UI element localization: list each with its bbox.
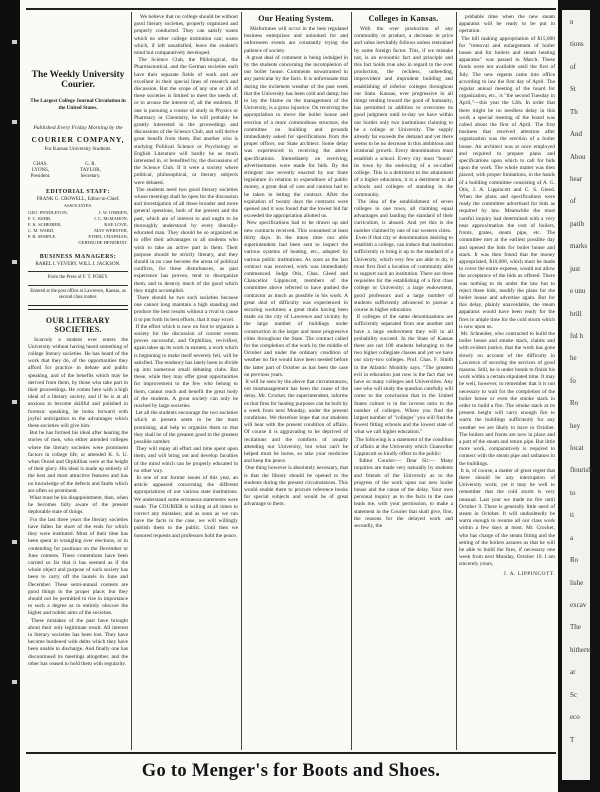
column-divider xyxy=(456,12,457,750)
officer-secretary: G. R. TAYLOR, Secretary. xyxy=(80,162,101,180)
masthead-subtitle: The Largest College Journal Circulation in the United States. xyxy=(30,98,126,111)
binding-tick xyxy=(12,400,17,404)
colleges-in-kansas-article: With the over production of any commodity or product, a decrease in price and value inevitably follows unless restrained by some foreign factor. This, if we mistake not, is an economic fact and principle and this fact holds true also in regard to the over production, the reckless, unheeding, improvident and imprudent building and establishing of inferior colleges throughout our State. Kansas, ever progressive in all things tending toward the good of humanity, has permitted in addition to overcome its good judgment until to-day we have within our border only two institutions claiming to be a college or University. The supply already far exceeds the demand and yet there seems to be no decrease in this ambitious and irrational growth. Every denomination must establish a school. Every city must "boom" its town by the endowing of a so-called college. This is a detriment to the attainment of a higher education, it is a detriment to all schools and colleges of standing in the community. The idea of the establishment of seven colleges in one town, all claiming equal advantages and lauding the standard of their curriculum, is absurd. And yet this is the number claimed by one of our western cities. Even if that city or denomination desiring to establish a college, can induce that institution sufficiently to bring it up to the standard of a University, which very few are able to do, it must first find a location of community able to support such an institution. There are three requisites for the establishing of a first class college or University; a large endowment, good professors and a large number of students sufficiently advanced to pursue a course in higher education. If colleges of the same denominations are sufficiently separated from one another and have a large endowment they will in all probability succeed. In the State of Kansas there are not 100 students belonging to the two higher collegiate classes and yet we have our sixty-two colleges. Prof. Chas. F. Smith in the Atlantic Monthly says, "The greatest evil in education just now is the fact that we have so many colleges and Universities. Any one who will study the question carefully will come to the conclusion that in the United States culture is in the inverse ratio to the number of colleges. Where you find the largest number of "colleges" you will find the fewest fitting schools and the lowest state of what we call higher education." The following is a statement of the condition of affairs at the University which Chancellor Lippincott so kindly offers to the public: Editor Courier:— Dear Sir:— Many inquiries are made very naturally by students and friends of the University as to the progress of the work upon our new boiler house and the cause of the delay. Your own personal inquiry as to the facts in the case leads me, with your permission, to make a statement in the Courier that shall give, first, the reasons for the delayed work and secondly, the xyxy=(354,26,453,530)
editor-in-chief: FRANK G. CROWELL, Editor-in-Chief. xyxy=(36,196,120,202)
chancellor-letter: probable time when the new steam apparatus will be ready to be put in operation. The bill making appropriation of $15,000 for "removal and enlargement of boiler house and for boilers and steam heating apparatus" was passed in March. These funds were not available until the first of July. The new regents came into office according to law the first day of April. The regular annual meeting of the board for organization, etc., is "the second Tuesday in April,"—this year the 12th. In order that there might be no needless delay in this work a special meeting of the board was called about the first of April. The first business that received attention after organization was the erection of a boiler house. An architect was at once employed and required to prepare plans and specifications upon which to call for bids upon the work. The whole matter was then placed, with proper limitations, in the hands of a building committee consisting of A. G. Otis, J. A. Lippincott and C. S. Gleed. When the plans and specifications were ready the committee advertised for bids as required by law. Meanwhile the most careful inquiry had determined with a very near approximation the cost of boilers, fronts, grates, steam pipe, etc. The committee met at the earliest possible day and opened the bids for boiler house and stack. It was then found that the money appropriated, $10,000, which must be made to cover the entire expense, would not allow the acceptance of the bids as offered. There was nothing to do under the law but to reject these bids, modify the plans for the boiler house and advertise again. But for this delay, plainly unavoidable, the steam apparatus would have been ready for the fires in ample time for the cold storm which is now upon us. Mr. Schneider, who contracted to build the boiler house and smoke stack, claims and with evident justice, that the work has gone slowly on account of the difficulty in Lawrence of securing the services of good masons. Still, he is under bonds to finish his work within a certain stipulated time. It may be well, however, to remember that it is not necessary to wait for the completion of the boiler house or even the smoke stack in order to build a fire. The smoke stack at its present height will carry enough fire to warm the buildings sufficiently for any weather we are likely to have in October. The boilers and fronts are now in place and a part of the steam and return pipe. But little more work, comparatively is required to connect with the steam pipe and radiators in the buildings. It is, of course, a matter of great regret that there should be any interruption of University work; yet it may be well to remember that the cold storm is very unusual. Last year we made no fire until October 9. There is generally little need of steam in October. It will undoubtedly be warm enough to resume all our class work within a few days at most. Mr. Crocker, who has charge of the steam fitting and the setting of the boilers assures us that he will be able to build the fires, if necessary one week from next Monday, October 10. I am sincerely yours, xyxy=(459,14,555,568)
adjacent-page-fragment: locat xyxy=(570,444,584,453)
adjacent-page-fragment: Ro xyxy=(570,556,579,565)
associate-name: GEO. PENDLETON, xyxy=(28,209,68,215)
literary-societies-continued: We believe that no college should be without good literary societies, properly organized and properly conducted. They can satisfy wants which no other college institution can; wants which, if left unsatisfied, leave the student's mind but comparatively developed. The Science Club, the Philological, the Pharmaceutical, and the German societies each have their separate fields of work and are excellent in their special lines of research and discussion. But the scope of any one or all of these societies is limited to meet the needs of, or to arouse the interest of, all the students. If one is pursuing a course of study in Physics or Pharmacy or Chemistry, he will probably be greatly interested in the proceedings and discussions of the Science Club, and will derive great benefit from them. But another who is studying Political Science or Psychology or English Literature will hardly be as much interested in, or benefited by, the discussions of the Science Club. If it were a society where political, philosophical, or literary subjects were debated. The students need two good literary societies whose meetings shall be open for the discussion and investigation of all those broader and more general questions, both of the present and the past, which are of interest to and ought to be thoroughly understood by every liberally-educated man. They should be so organized as to offer their advantages to all students who wish to take an active part in them. Their purpose should be strictly literary, and they should in no case become the arena of political conflicts, for these disturbances, as past experience has proven, tend to disorganize them, and to destroy much of the good which they might accomplish. There should be two such societies because one cannot long maintain a high standing and produce the best results without a rival to cause it to put forth its best efforts, that it may excel. If the effort which is now on foot to organize a society for the discussion of current events proves successful, and Orphillian, revivified, again takes up its work in earnest, a work which is beginning to make itself severely felt, will be satisfied. The tendency has lately been to divide up into numerous small debating clubs. But these, while they may offer great opportunities for improvement to the few who belong to them, cannot reach and benefit the great body of the students. A great society can only be reached by large societies. Let all the students encourage the two societies which at present seem to be the most promising, and help to organize them so that they shall be of the greatest good to the greatest possible number. They will repay all effort and time spent upon them, and will bring out and develop faculties of the mind which can be properly educated in no other way. In one of our former issues of this year, an article appeared concerning the different appropriations of our various state institutions. We understand some erroneous statements were made. The COURIER is willing at all times to correct any mistakes; and as soon as we can have the facts in the case, we will willingly publish them to the public. Until then we honored requests and professors hold the peace. xyxy=(134,14,238,539)
column-2 xyxy=(134,12,238,540)
column-5 xyxy=(459,12,555,577)
adjacent-page-fragment: eco xyxy=(570,713,580,722)
adjacent-page-fragment: to xyxy=(570,488,576,497)
associate-name: MAY WEBSTER, xyxy=(94,227,128,233)
adjacent-page-fragment: just xyxy=(570,264,581,273)
column-divider xyxy=(351,12,352,750)
associates-label: ASSOCIATES. xyxy=(63,202,93,208)
advertisement-banner: Go to Menger's for Boots and Shoes. xyxy=(141,760,441,781)
adjacent-page-fragment: e unu xyxy=(570,287,586,296)
masthead-divider xyxy=(28,285,128,286)
adjacent-page-fragment: excav xyxy=(570,601,587,610)
editorial-staff-heading: EDITORIAL STAFF: xyxy=(46,188,110,195)
associate-name: J. W. O'BRIEN, xyxy=(98,209,128,215)
adjacent-page-fragment: patib xyxy=(570,219,584,228)
colleges-in-kansas-heading: Colleges in Kansas. xyxy=(368,14,439,23)
masthead-officers xyxy=(28,162,128,181)
adjacent-page-fragment: tions xyxy=(570,40,584,49)
column-divider xyxy=(131,12,132,750)
adjacent-page-fragment: Abou xyxy=(570,152,586,161)
associate-name: P. R. SEMPLE. xyxy=(28,233,57,239)
masthead-double-rule xyxy=(28,305,128,310)
adjacent-page-fragment: hey xyxy=(570,421,581,430)
adjacent-page-fragment: ar xyxy=(570,668,576,677)
associate-name: J. C. McMAHON, xyxy=(93,215,128,221)
adjacent-page-fragment: flourish xyxy=(570,466,592,475)
adjacent-page-fragment: ful h xyxy=(570,331,584,340)
masthead-publisher: COURIER COMPANY, xyxy=(31,135,125,144)
officer-president: CHAS. LYONS, President. xyxy=(30,162,51,180)
adjacent-page-fragment: n xyxy=(570,18,574,26)
binding-tick xyxy=(12,680,17,684)
business-managers: RAREL I. VEVERY. WILL J. JACKSON. xyxy=(35,261,121,267)
entered-line: Entered at the post office at Lawrence, Kansas, as second class matter. xyxy=(30,288,126,300)
literary-societies-heading: OUR LITERARY SOCIETIES. xyxy=(45,315,111,334)
associate-name xyxy=(28,240,78,246)
adjacent-page-edge xyxy=(558,0,600,792)
adjacent-page-fragment: of xyxy=(570,197,576,206)
adjacent-page-fragment: a xyxy=(570,533,574,542)
business-managers-heading: BUSINESS MANAGERS: xyxy=(39,253,117,260)
adjacent-page-fragment: hitherto xyxy=(570,645,592,654)
column-4 xyxy=(354,12,453,530)
binding-edge xyxy=(0,0,20,792)
bottom-rule xyxy=(26,752,556,754)
heating-system-article: Misfortunes will occur in the best regulated business enterprises and unlooked for and unforeseen events are constantly trying the patience of society. A great deal of comment is being indulged in by the students concerning the incompletion of our boiler house. Comments unwarranted in any particular by the facts. It is unfortunate that during the inclement weather of the past week that the University has been cold and damp; but to lay the blame on the management of the University, is a gross injustice. On receiving the appropriation to move the boiler house and erection of a more commodious structure, the committee on building and grounds immediately asked for specifications from the proper officer, our State architect. Some delay was experienced in receiving the above specifications. Immediately on receiving, advertisements were made for bids. By the stringent law recently enacted by our State legislature in relation to expenditure of public money, a great deal of care and caution had to be taken in letting the contract. After the expiration of twenty days the contracts were opened and it was found that the lowest bid far exceeded the appropriation allotted us. New specifications had to be drawn up and new contracts received. This consumed at least thirty days. In the mean time our able superintendent had been sent to inspect the various systems of heating, etc., adopted by various public institutions. As soon as the last contract was received, work was immediately commenced. Judge Otis, Chas. Gleed and Chancellor Lippincott, members of the committee above referred to have pushed the contractor as much as possible in his work. A great deal of difficulty was experienced in securing workmen; a great drain having been made on the city of Lawrence and vicinity by the large number of buildings under construction in the larger and more progressive cities throughout the State. The contract called for the completion of the work by the middle of October and under the ordinary condition of weather no fire would have been needed before the latter part of October as has been the case on previous years. It will be seen by the above that circumstances, not mismanagement has been the cause of the delay. Mr. Crocker, the superintendent, informs us that fires for heating purposes can be built by a week from next Monday, under the present conditions. We therefore hope that our students will bear with the present condition of affairs. Of course it is aggravating to be deprived of recitations and the comforts of usually attending our University, but what can't be helped must be borne, so take your medicine and keep the peace. One thing however is absolutely necessary, that is that the library should be opened to the students during the present circumstances. This would enable them to procure reference books for special subjects and would be of great advantage to them. xyxy=(244,26,348,508)
adjacent-page-fragment: Th xyxy=(570,107,578,116)
adjacent-page-fragment: he xyxy=(570,354,577,363)
adjacent-page-fragment: hear xyxy=(570,174,583,183)
press-line: From the Press of F. T. FOSEY. xyxy=(47,274,109,280)
adjacent-page-fragment: Ro xyxy=(570,399,579,408)
masthead-publish-line: Published Every Friday Morning by the xyxy=(33,125,123,131)
top-rule xyxy=(26,8,556,10)
associate-name: RAE LOVE, xyxy=(104,221,128,227)
adjacent-page-fragment: marks xyxy=(570,242,588,251)
associates-list xyxy=(28,210,128,246)
associate-name: F. C. KERR, xyxy=(28,215,52,221)
masthead-publisher-for: For Kansas University Students. xyxy=(44,146,112,152)
adjacent-page-fragment: lishe xyxy=(570,578,584,587)
associate-name: GERTRUDE HENDRIXT. xyxy=(78,239,128,245)
adjacent-page-fragment: of xyxy=(570,62,576,71)
associate-name: F. K. SCHEIBER, xyxy=(28,221,62,227)
masthead-title: The Weekly University Courier. xyxy=(31,70,125,90)
adjacent-page-fragment: St xyxy=(570,85,576,94)
adjacent-page-fragment: ti xyxy=(570,511,574,520)
binding-tick xyxy=(12,120,17,124)
heating-system-heading: Our Heating System. xyxy=(258,14,334,23)
adjacent-page-fragment: fo xyxy=(570,376,576,385)
binding-tick xyxy=(12,40,17,44)
column-divider xyxy=(241,12,242,750)
binding-tick xyxy=(12,260,17,264)
adjacent-page-fragment: Sc xyxy=(570,690,577,699)
masthead-divider xyxy=(28,271,128,272)
binding-tick xyxy=(12,540,17,544)
adjacent-page-fragment: T xyxy=(570,735,575,744)
letter-signature: J. A. LIPPINCOTT. xyxy=(503,570,555,577)
adjacent-page-fragment: brill xyxy=(570,309,582,318)
adjacent-page-paper xyxy=(562,10,590,780)
literary-societies-article: Scarcely a student ever enters the University without having heard something of college literary societies. He has heard of the work that they do, of the opportunities they afford for practice in debate and public speaking, and of the benefits which may be derived from them, by those who take part in their proceedings. He comes here with a high ideal of a literary society, and if he is at all anxious to become skillful and polished in forensic speaking, he looks forward with joyful anticipation to the advantages which these societies will give him. But he has formed his ideal after hearing the stories of men, who either attended colleges where the literary societies were prominent factors in college life, or attended K. S. U. when Oread and Orphillian were at the height of their glory. His ideal is made up entirely of the best and most attractive features and has no knowledge of the defects and faults which are often so prominent. What must be his disappointment, then, when he becomes fully aware of the present deplorable state of things. For the last three years the literary societies have fallen far short of the ends for which they were instituted. Most of their time has been spent in wrangling over elections, or in contending for positions on the December or June contests. These contentions have been carried so far that it has seemed as if the whole object and purpose of such society has been to carry off the laurels in June and December. These semi-annual contests are good things in the proper place; but they should not be permitted to rise in importance to such a degree as to entirely obscure the higher and nobler aims of the societies. These mistakes of the past have brought about their only legitimate result. All interest in literary societies has been lost. They have become burdened with debts which they have been unable to discharge. And finally one has discontinued its meetings altogether, and the other has ceased to hold them with regularity. xyxy=(28,336,128,667)
column-1 xyxy=(28,12,128,668)
adjacent-page-fragment: And xyxy=(570,130,583,139)
adjacent-page-fragment: The xyxy=(570,623,581,632)
associate-name: ETHEL CHAPMAN, xyxy=(88,233,128,239)
associate-name: C. M. WARD, xyxy=(28,227,55,233)
column-3 xyxy=(244,12,348,509)
